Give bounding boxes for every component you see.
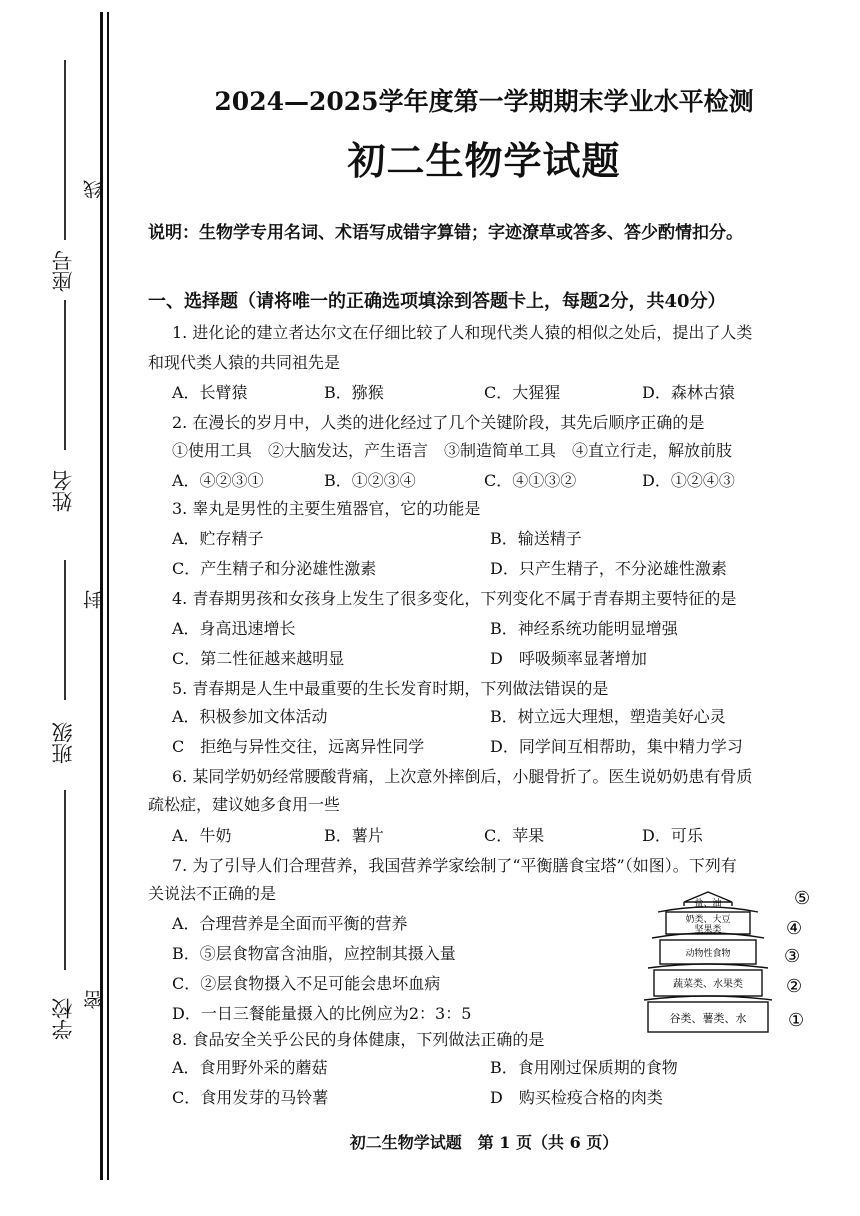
q4-option-c: C．第二性征越来越明显 (172, 649, 345, 668)
q6-option-a: A．牛奶 (172, 826, 232, 845)
pagoda-level4-label-b: 坚果类 (694, 925, 722, 935)
q3-options-ab (172, 529, 582, 549)
q1-stem-cont: 和现代类人猿的共同祖先是 (148, 353, 341, 372)
q4-option-b: B．神经系统功能明显增强 (490, 619, 678, 638)
q3-option-d: D．只产生精子，不分泌雄性激素 (490, 559, 727, 578)
q8-stem: 8. 食品安全关乎公民的身体健康，下列做法正确的是 (172, 1030, 545, 1049)
q7-option-b: B．⑤层食物富含油脂，应控制其摄入量 (172, 944, 456, 963)
sealed-mark: 密 (83, 990, 105, 1009)
q2-option-d: D．①②④③ (642, 471, 735, 490)
q8-option-b: B．食用刚过保质期的食物 (490, 1058, 678, 1077)
q5-option-c: C 拒绝与异性交往，远离异性同学 (172, 737, 425, 756)
q7-option-a: A．合理营养是全面而平衡的营养 (172, 914, 408, 933)
q5-options-ab (172, 707, 726, 727)
q6-option-b: B．薯片 (324, 826, 384, 845)
q5-options-cd (172, 737, 743, 757)
q7-stem-cont: 关说法不正确的是 (148, 884, 277, 903)
q1-option-b: B．猕猴 (324, 383, 384, 402)
line-mark: 线 (83, 180, 105, 199)
q1-stem: 1. 进化论的建立者达尔文在仔细比较了人和现代类人猿的相似之处后，提出了人类 (172, 323, 753, 342)
page-footer: 初二生物学试题 第 1 页（共 6 页） (349, 1133, 619, 1152)
q3-option-a: A．贮存精子 (172, 529, 264, 548)
q3-stem: 3. 睾丸是男性的主要生殖器官，它的功能是 (172, 499, 481, 518)
exam-title-line1: 2024—2025学年度第一学期期末学业水平检测 (214, 87, 754, 116)
q7-option-c: C．②层食物摄入不足可能会患坏血病 (172, 974, 441, 993)
q4-option-d: D 呼吸频率显著增加 (490, 649, 647, 668)
pagoda-level2-label: 蔬菜类、水果类 (673, 979, 743, 990)
seat-label: 座号 (51, 250, 75, 292)
pagoda-number-4: ④ (786, 918, 803, 939)
q8-option-c: C．食用发芽的马铃薯 (172, 1088, 329, 1107)
class-label: 班级 (51, 722, 75, 764)
name-rule (64, 300, 66, 450)
school-rule (64, 790, 66, 970)
q2-stem-cont: ①使用工具 ②大脑发达，产生语言 ③制造简单工具 ④直立行走，解放前肢 (172, 441, 733, 460)
q3-options-cd (172, 559, 727, 579)
pagoda-number-5: ⑤ (794, 888, 811, 909)
q2-stem: 2. 在漫长的岁月中，人类的进化经过了几个关键阶段，其先后顺序正确的是 (172, 413, 705, 432)
section-heading: 一、选择题（请将唯一的正确选项填涂到答题卡上，每题2分，共40分） (148, 291, 726, 312)
exam-note: 说明：生物学专用名词、术语写成错字算错；字迹潦草或答多、答少酌情扣分。 (148, 223, 743, 243)
q4-stem: 4. 青春期男孩和女孩身上发生了很多变化，下列变化不属于青春期主要特征的是 (172, 589, 737, 608)
pagoda-number-2: ② (786, 976, 803, 997)
q7-stem: 7. 为了引导人们合理营养，我国营养学家绘制了“平衡膳食宝塔”（如图）。下列有 (172, 856, 737, 875)
pagoda-structure (644, 892, 772, 1032)
name-label: 姓名 (51, 470, 75, 512)
q1-option-d: D．森林古猿 (642, 383, 735, 402)
q1-option-a: A．长臂猿 (172, 383, 248, 402)
q8-option-a: A．食用野外采的蘑菇 (172, 1058, 328, 1077)
q5-option-a: A．积极参加文体活动 (172, 707, 328, 726)
q4-options-ab (172, 619, 678, 639)
pagoda-level1-label: 谷类、薯类、水 (669, 1012, 747, 1025)
pagoda-level3-label: 动物性食物 (685, 949, 731, 959)
q1-options (172, 383, 735, 403)
q7-option-d: D．一日三餐能量摄入的比例应为2：3：5 (172, 1004, 472, 1023)
pagoda-number-1: ① (788, 1010, 805, 1031)
school-label: 学校 (51, 998, 75, 1040)
q6-stem: 6. 某同学奶奶经常腰酸背痛，上次意外摔倒后，小腿骨折了。医生说奶奶患有骨质 (172, 767, 753, 786)
q2-option-b: B．①②③④ (324, 471, 416, 490)
seal-mark: 封 (83, 590, 105, 609)
seat-rule (64, 60, 66, 240)
q3-option-b: B．输送精子 (490, 529, 582, 548)
q4-options-cd (172, 649, 647, 669)
binding-margin (0, 0, 118, 1216)
pagoda-number-3: ③ (784, 946, 801, 967)
q6-option-d: D．可乐 (642, 826, 703, 845)
q6-option-c: C．苹果 (484, 826, 545, 845)
exam-title-line2: 初二生物学试题 (347, 138, 621, 183)
q5-stem: 5. 青春期是人生中最重要的生长发育时期，下列做法错误的是 (172, 679, 609, 698)
food-pagoda-figure (638, 884, 828, 1040)
q4-option-a: A．身高迅速增长 (172, 619, 296, 638)
q3-option-c: C．产生精子和分泌雄性激素 (172, 559, 377, 578)
q5-option-b: B．树立远大理想，塑造美好心灵 (490, 707, 726, 726)
q8-options-ab (172, 1058, 678, 1078)
q8-option-d: D 购买检疫合格的肉类 (490, 1088, 663, 1107)
q5-option-d: D．同学间互相帮助，集中精力学习 (490, 737, 743, 756)
q2-option-c: C．④①③② (484, 471, 577, 490)
pagoda-level5-label: 盐、油 (694, 899, 722, 909)
q8-options-cd (172, 1088, 663, 1108)
q6-options (172, 826, 703, 846)
q6-stem-cont: 疏松症，建议她多食用一些 (148, 795, 341, 814)
class-rule (64, 560, 66, 700)
q1-option-c: C．大猩猩 (484, 383, 561, 402)
binding-line-inner (107, 12, 109, 1180)
q2-option-a: A．④②③① (172, 471, 264, 490)
q2-options (172, 471, 735, 491)
pagoda-level4-label-a: 奶类、大豆 (685, 915, 731, 925)
